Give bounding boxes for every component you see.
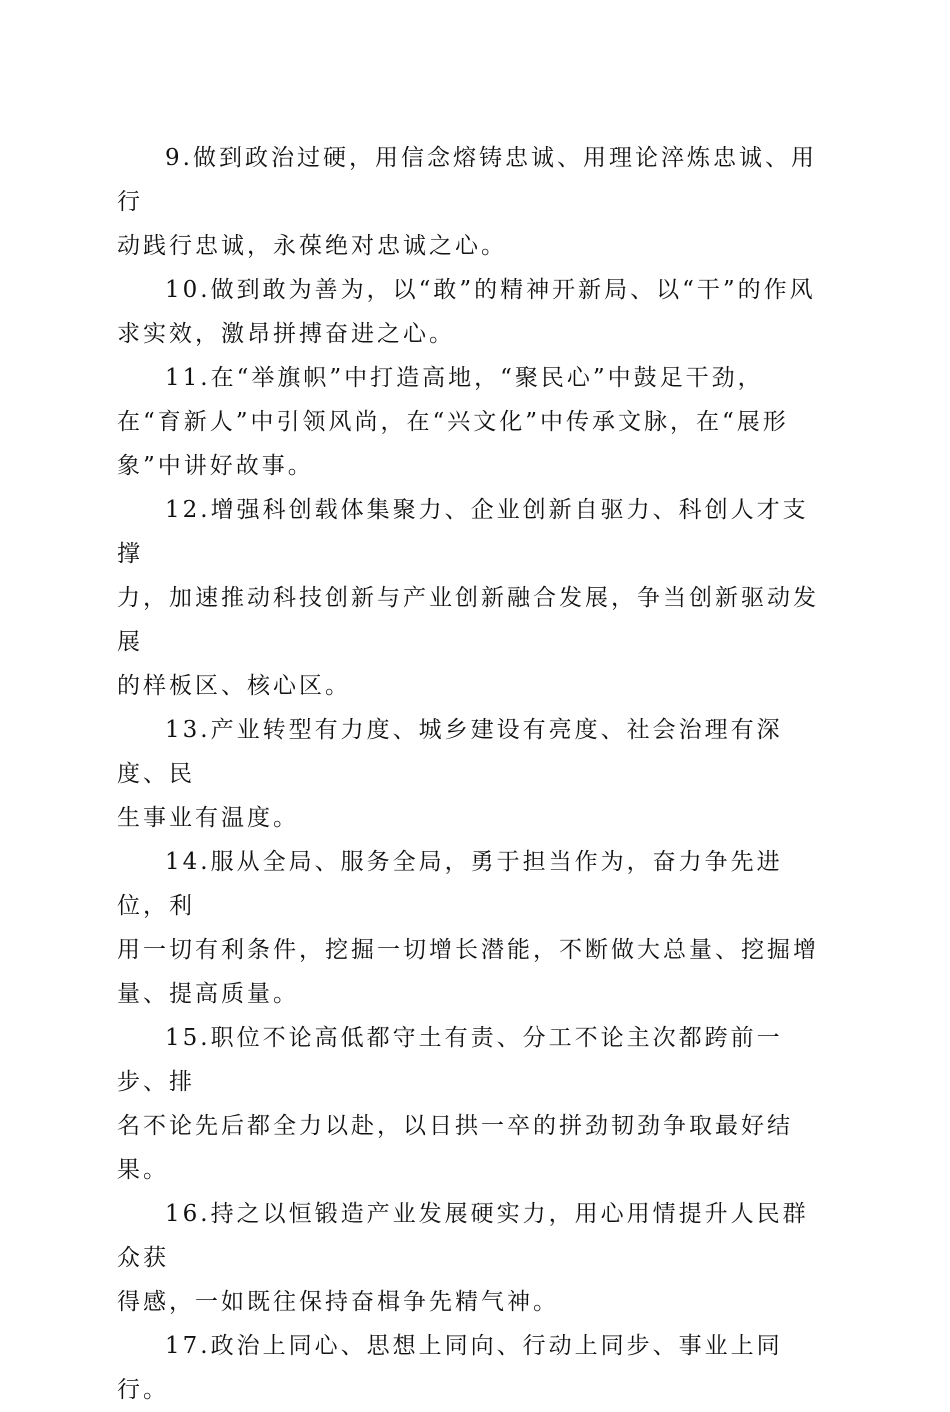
document-body: [117, 136, 829, 1412]
list-item: 11.在“举旗帜”中打造高地，“聚民心”中鼓足干劲， 在“育新人”中引领风尚，在“兴文化”中传承文脉，在“展形 象”中讲好故事。: [117, 365, 789, 479]
list-item: 13.产业转型有力度、城乡建设有亮度、社会治理有深度、民 生事业有温度。: [117, 717, 783, 831]
list-item: 12.增强科创载体集聚力、企业创新自驱力、科创人才支撑 力，加速推动科技创新与产业创新融合发展，争当创新驱动发展 的样板区、核心区。: [117, 497, 819, 699]
list-item: 14.服从全局、服务全局，勇于担当作为，奋力争先进位，利 用一切有利条件，挖掘一切增长潜能，不断做大总量、挖掘增 量、提高质量。: [117, 849, 819, 1007]
list-item: 15.职位不论高低都守土有责、分工不论主次都跨前一步、排 名不论先后都全力以赴，以日拱一卒的拼劲韧劲争取最好结果。: [117, 1025, 793, 1183]
list-item: 16.持之以恒锻造产业发展硬实力，用心用情提升人民群众获 得感，一如既往保持奋楫争先精气神。: [117, 1201, 809, 1315]
list-item: 17.政治上同心、思想上同向、行动上同步、事业上同行。: [117, 1333, 783, 1403]
list-item: 9.做到政治过硬，用信念熔铸忠诚、用理论淬炼忠诚、用行 动践行忠诚，永葆绝对忠诚之心。: [117, 145, 817, 259]
list-item: 10.做到敢为善为，以“敢”的精神开新局、以“干”的作风 求实效，激昂拼搏奋进之心。: [117, 277, 816, 347]
